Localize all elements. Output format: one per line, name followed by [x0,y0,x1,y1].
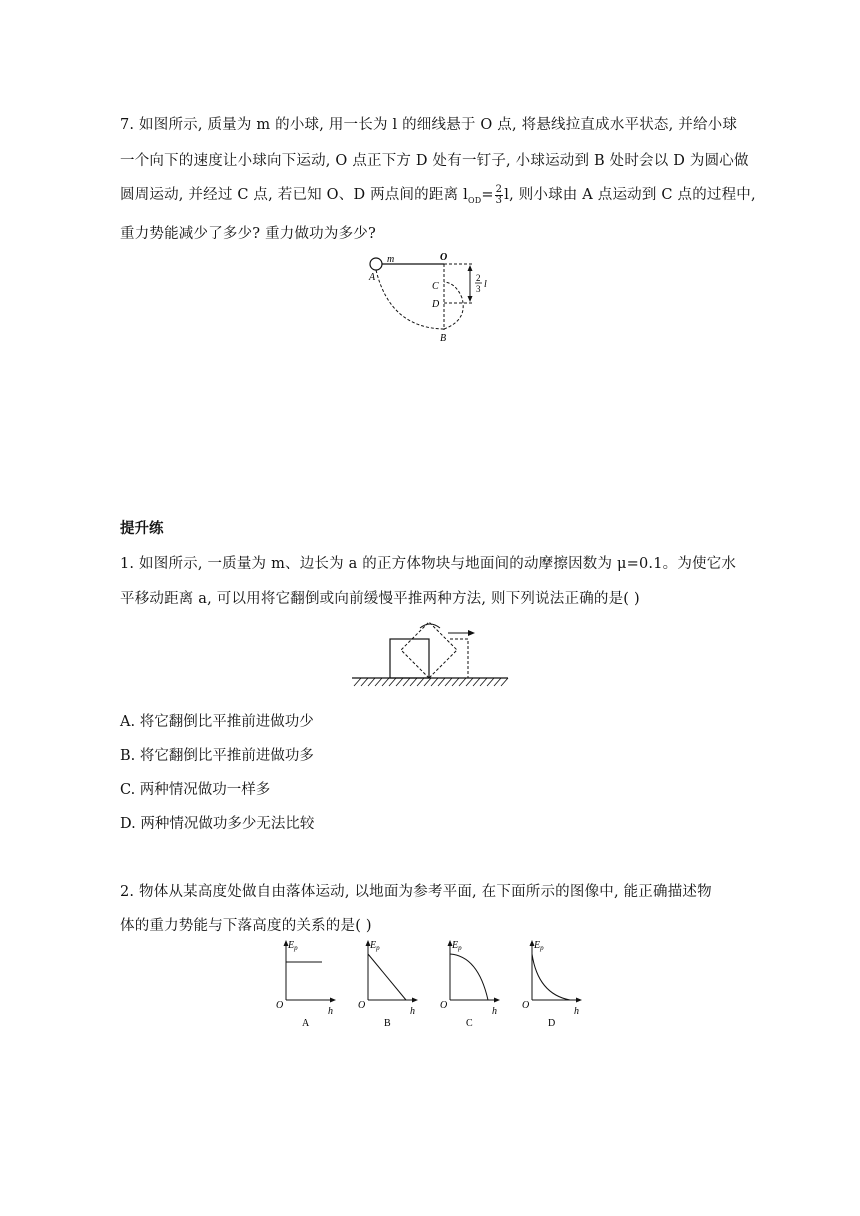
q1-line-1: 1. 如图所示, 一质量为 m、边长为 a 的正方体物块与地面间的动摩擦因数为 μ=0.1。为使它水 [120,556,737,572]
q7-line-1: 7. 如图所示, 质量为 m 的小球, 用一长为 l 的细线悬于 O 点, 将悬线拉直成水平状态, 并给小球 [120,117,738,133]
q1-line-2: 平移动距离 a, 可以用将它翻倒或向前缓慢平推两种方法, 则下列说法正确的是( ) [120,591,640,607]
q7-pendulum-figure [360,250,510,345]
q7-fraction-numerator: 2 [495,183,503,195]
graph-c-y-label: $E_p$ [452,940,462,952]
graph-d-y-label: $E_p$ [534,940,544,952]
q7-line-2: 一个向下的速度让小球向下运动, O 点正下方 D 处有一钉子, 小球运动到 B 处时会以 D 为圆心做 [120,153,749,169]
dimension-arrow-up [468,265,473,271]
graph-b-caption: B [384,1018,391,1029]
graph-d-x-label: h [574,1006,579,1017]
q7-line-4: 重力势能减少了多少? 重力做功为多少? [120,226,376,242]
q7-fraction [495,185,504,206]
q1-option-a[interactable]: A. 将它翻倒比平推前进做功少 [120,714,314,730]
graph-c-x-label: h [492,1006,497,1017]
arc-B-to-C [444,282,463,329]
q7-line-3-text-b: l, 则小球由 A 点运动到 C 点的过程中, [504,187,756,203]
q7-fraction-denominator: 3 [495,194,503,206]
q7-line-3-subscript: OD [467,195,482,205]
q7-line-3-text-a: 圆周运动, 并经过 C 点, 若已知 O、D 两点间的距离 l [120,187,468,203]
label-m: m [387,254,395,265]
label-C: C [432,281,439,292]
label-D: D [432,299,440,310]
label-frac-den: 3 [476,284,481,294]
ground-hatching [354,678,508,686]
q2-graph-d [516,936,596,1031]
graph-d-origin: O [522,1000,530,1011]
q1-cube-figure [350,618,512,690]
label-l: l [484,279,487,290]
graph-c-curve [450,954,488,1000]
graph-a-caption: A [302,1018,310,1029]
graph-a-origin: O [276,1000,284,1011]
q2-graph-c [434,936,514,1031]
dimension-arrow-down [468,296,473,302]
section-title: 提升练 [120,521,164,537]
q2-graph-a [270,936,350,1031]
graph-b-origin: O [358,1000,366,1011]
q1-option-c[interactable]: C. 两种情况做功一样多 [120,782,271,798]
q7-line-3-equals: = [481,187,494,203]
q7-line-3 [120,183,756,206]
q2-graph-b [352,936,432,1031]
label-B: B [440,333,447,344]
q2-line-1: 2. 物体从某高度处做自由落体运动, 以地面为参考平面, 在下面所示的图像中, 能正确描述物 [120,884,712,900]
label-O: O [440,252,448,263]
ball-A [370,258,382,270]
graph-b-x-label: h [410,1006,415,1017]
pushed-cube-dashed [450,639,468,678]
graph-b-curve [368,954,406,1000]
graph-c-caption: C [466,1018,473,1029]
graph-b-y-label: $E_p$ [370,940,380,952]
q1-option-b[interactable]: B. 将它翻倒比平推前进做功多 [120,748,314,764]
graph-c-origin: O [440,1000,448,1011]
graph-d-caption: D [548,1018,556,1029]
q1-option-d[interactable]: D. 两种情况做功多少无法比较 [120,816,315,832]
graph-a-x-label: h [328,1006,333,1017]
graph-d-curve [532,954,570,1000]
graph-a-y-label: $E_p$ [288,940,298,952]
q2-line-2: 体的重力势能与下落高度的关系的是( ) [120,918,372,934]
push-arrow-head [468,630,475,636]
label-frac-num: 2 [476,273,481,283]
label-A: A [369,272,376,283]
